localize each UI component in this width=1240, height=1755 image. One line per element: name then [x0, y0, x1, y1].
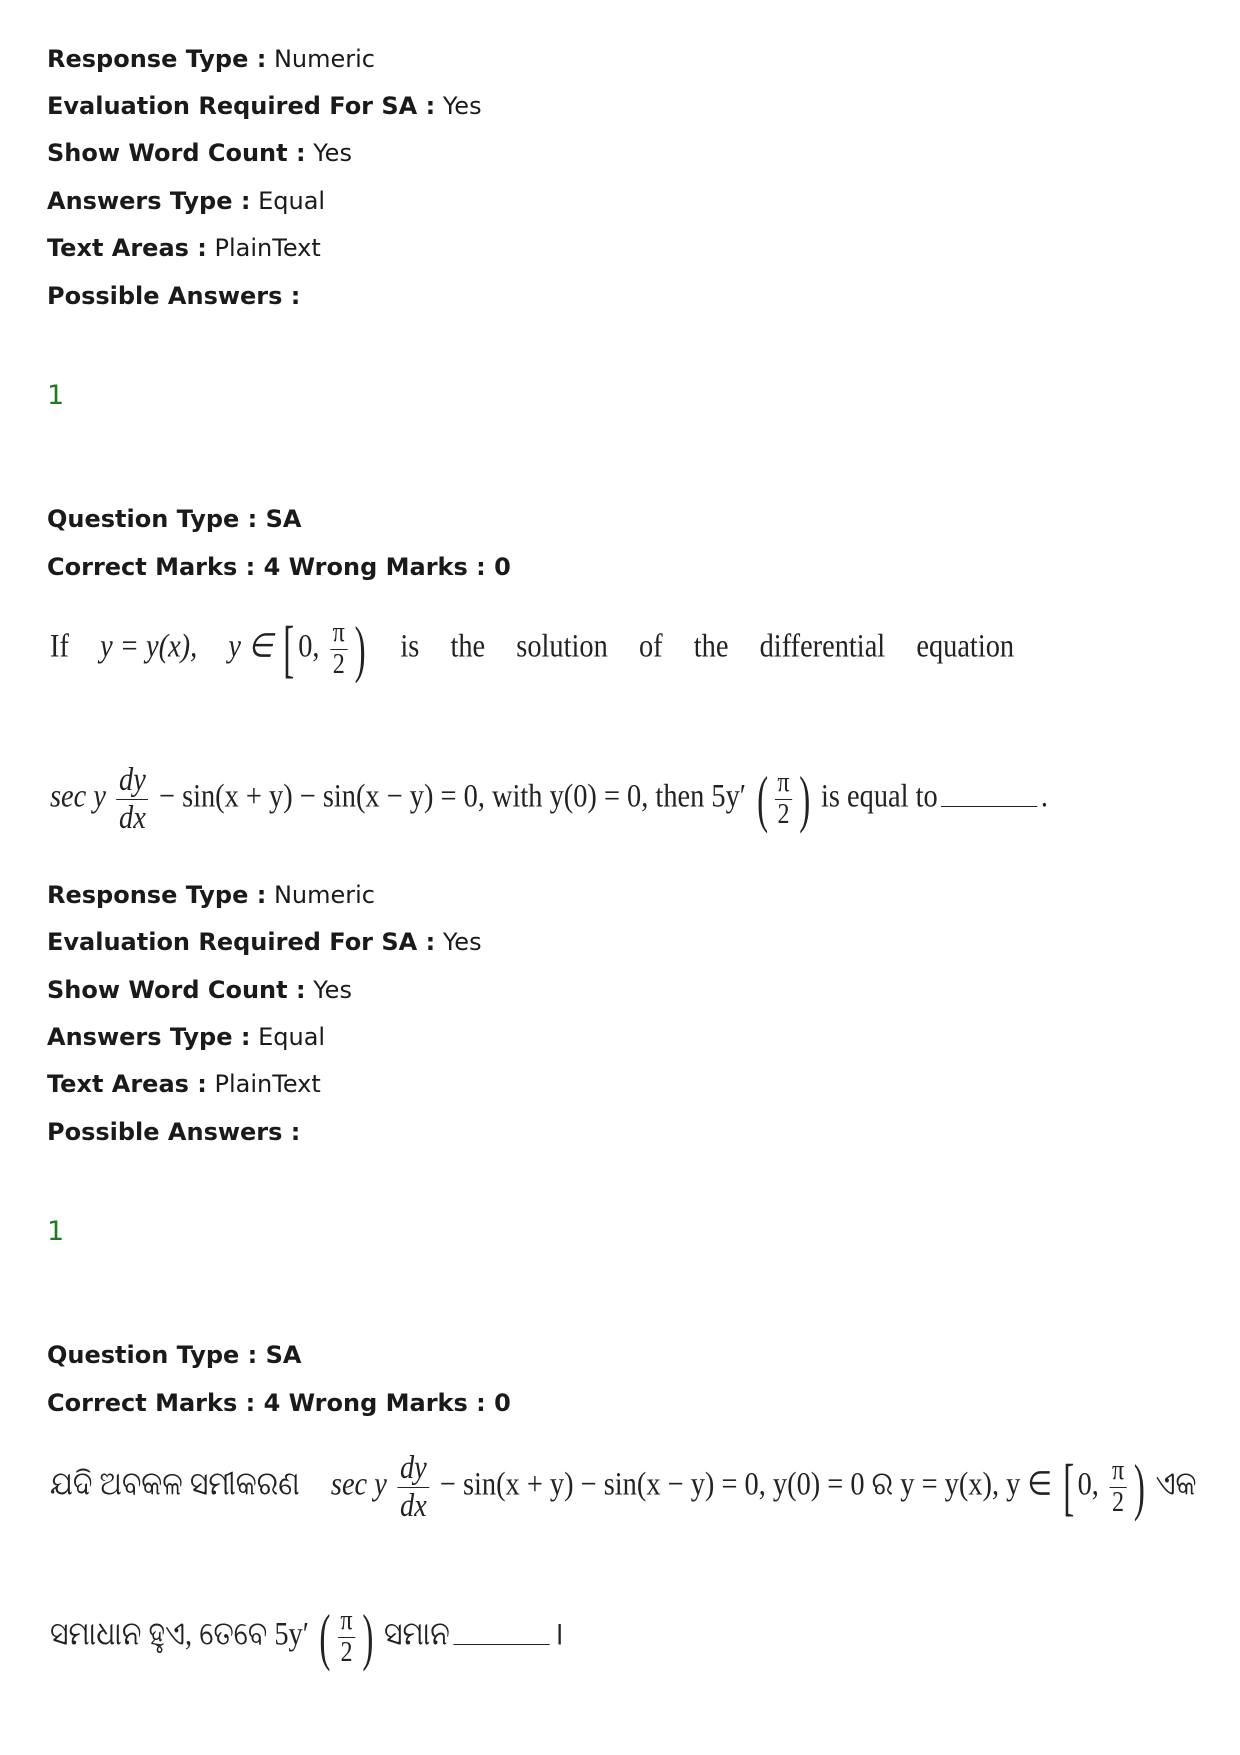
possible-answers-row [47, 281, 300, 311]
response-type-value: Numeric [273, 45, 375, 73]
eval-required-value: Yes [442, 92, 482, 120]
dy-dx-fraction: $\frac{dy}{dx}$ [397, 1450, 429, 1524]
word-count-row: Show Word Count : Yes [47, 976, 352, 1004]
eval-required-label: Evaluation Required For SA : [47, 92, 436, 120]
answers-type-label: Answers Type : [47, 187, 251, 215]
answers-type-value: Equal [258, 187, 326, 215]
question-type: Question Type : SA [47, 1341, 302, 1369]
marks-line: Correct Marks : 4 Wrong Marks : 0 [47, 1389, 511, 1417]
response-type-row: Response Type : Numeric [47, 881, 375, 909]
eval-required-row [47, 91, 482, 121]
marks-line: Correct Marks : 4 Wrong Marks : 0 [47, 553, 511, 581]
question-text-line-2: sec y $\frac{dy}{dx}$ − sin(x + y) − sin(x − y) = 0, with y(0) = 0, then 5y′ ( $\frac{\pi}{2}$ ) is equal to . [50, 762, 1048, 836]
possible-answers-row: Possible Answers : [47, 1118, 301, 1146]
word-count-value: Yes [313, 139, 352, 167]
response-type-label: Response Type : [47, 45, 267, 73]
answer-blank [453, 1644, 549, 1645]
pi-over-2-fraction: $\frac{\pi}{2}$ [775, 768, 792, 831]
answer-blank [941, 806, 1037, 807]
answers-type-row: Answers Type : Equal [47, 1023, 326, 1051]
text-areas-value: PlainText [214, 234, 321, 262]
response-type-row [47, 44, 375, 74]
dy-dx-fraction: $\frac{dy}{dx}$ [116, 762, 148, 836]
eval-required-row: Evaluation Required For SA : Yes [47, 928, 482, 956]
answers-type-row [47, 186, 325, 216]
text-areas-row [47, 233, 321, 263]
possible-answer-value: 1 [47, 1216, 65, 1247]
word-count-label: Show Word Count : [47, 139, 306, 167]
question-type: Question Type : SA [47, 505, 302, 533]
possible-answer-value: 1 [47, 380, 65, 411]
text-areas-label: Text Areas : [47, 234, 207, 262]
pi-over-2-fraction: $\frac{\pi}{2}$ [330, 618, 347, 681]
word-count-row [47, 138, 352, 168]
text-areas-row: Text Areas : PlainText [47, 1070, 321, 1098]
possible-answers-label: Possible Answers : [47, 282, 301, 310]
question-text-odia-line-2: ସମାଧାନ ହୁଏ, ତେବେ 5y′ ( $\frac{\pi}{2}$ ) ସମାନ । [50, 1601, 564, 1672]
pi-over-2-fraction: $\frac{\pi}{2}$ [338, 1606, 355, 1669]
question-text-line-1: If y = y(x), y ∈ [ 0, $\frac{\pi}{2}$ ) is the solution of the differential equation [50, 613, 1015, 684]
question-text-odia-line-1: ଯଦି ଅବକଳ ସମୀକରଣ sec y $\frac{dy}{dx}$ − sin(x + y) − sin(x − y) = 0, y(0) = 0 ର y = y(x), y ∈ [ 0, $\frac{\pi}{2}$ ) ଏକ [50, 1450, 1197, 1524]
pi-over-2-fraction: $\frac{\pi}{2}$ [1109, 1456, 1126, 1519]
